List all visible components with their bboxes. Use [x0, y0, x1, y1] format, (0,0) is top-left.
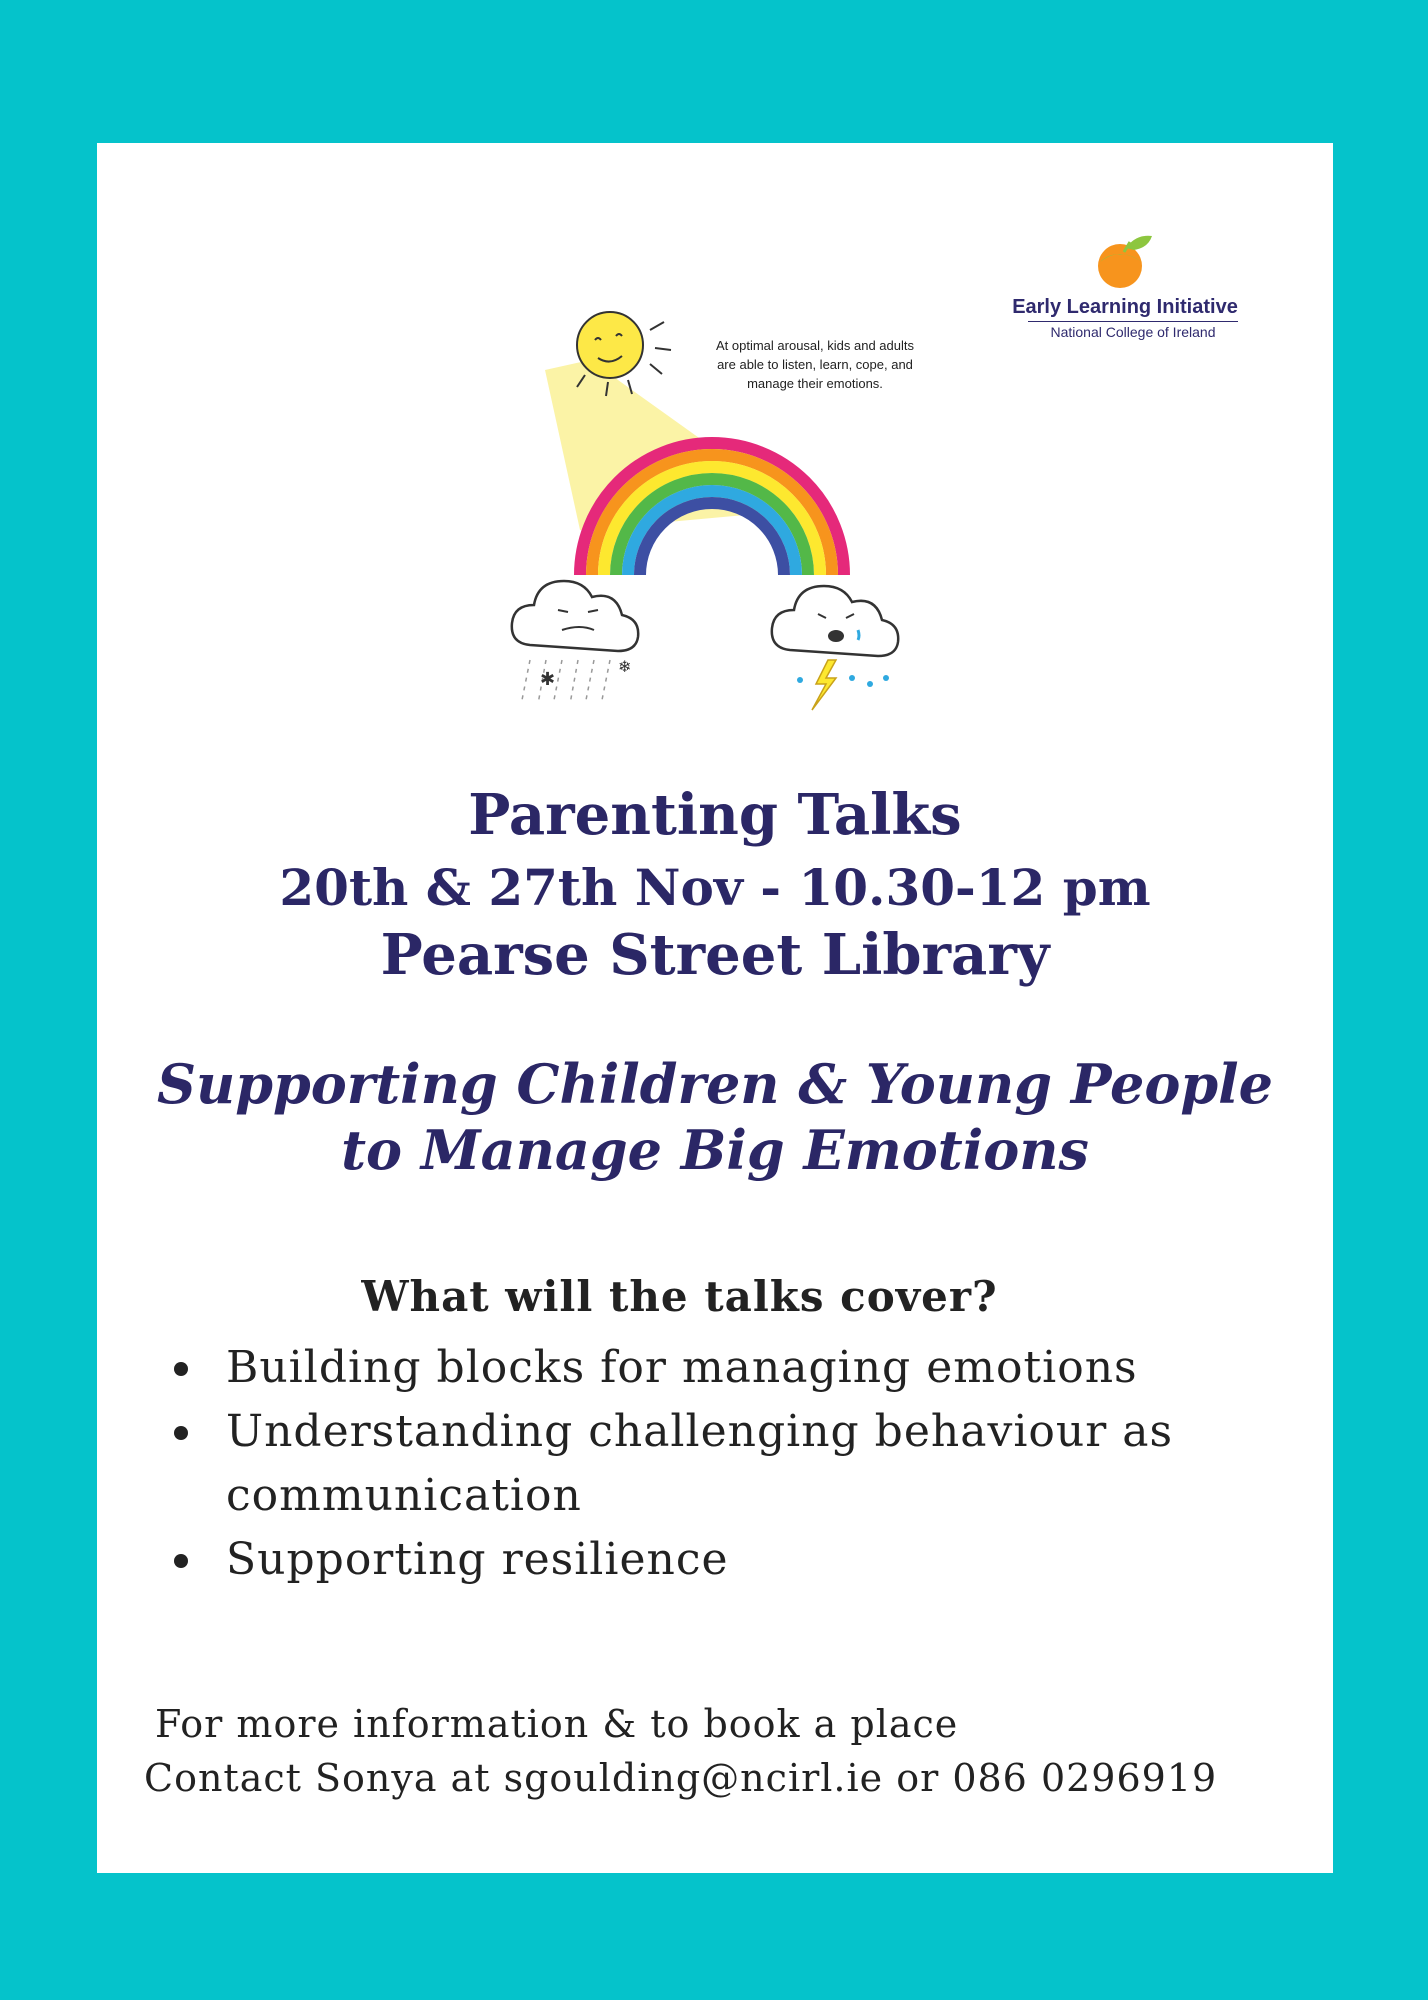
talk-subtitle-line-2: to Manage Big Emotions: [341, 1118, 1089, 1182]
booking-info: For more information & to book a place: [155, 1702, 959, 1746]
logo-divider: [1028, 321, 1238, 322]
topics-heading: What will the talks cover?: [361, 1272, 998, 1321]
illustration-caption: At optimal arousal, kids and adults are able to listen, learn, cope, and manage their emotions.: [716, 338, 914, 391]
svg-text:❄: ❄: [618, 657, 632, 676]
event-dates: 20th & 27th Nov - 10.30-12 pm: [279, 858, 1151, 917]
sad-cloud-icon: [512, 581, 638, 704]
talk-subtitle-line-1: Supporting Children & Young People: [156, 1052, 1274, 1116]
event-title: Parenting Talks: [468, 782, 962, 848]
early-learning-logo: [1000, 232, 1250, 342]
list-item: Building blocks for managing emotions: [170, 1336, 1270, 1400]
contact-details: Contact Sonya at sgoulding@ncirl.ie or 086 0296919: [144, 1756, 1218, 1800]
svg-text:✱: ✱: [540, 669, 556, 690]
acorn-logo-icon: [1090, 232, 1160, 292]
list-item: Supporting resilience: [170, 1528, 1270, 1592]
logo-subtitle: National College of Ireland: [1050, 324, 1216, 340]
event-venue: Pearse Street Library: [380, 922, 1050, 988]
list-item: Understanding challenging behaviour as communication: [170, 1400, 1270, 1528]
logo-title: Early Learning Initiative: [1012, 296, 1238, 318]
stormy-cloud-icon: [772, 586, 898, 710]
topics-list: [170, 1336, 1270, 1592]
